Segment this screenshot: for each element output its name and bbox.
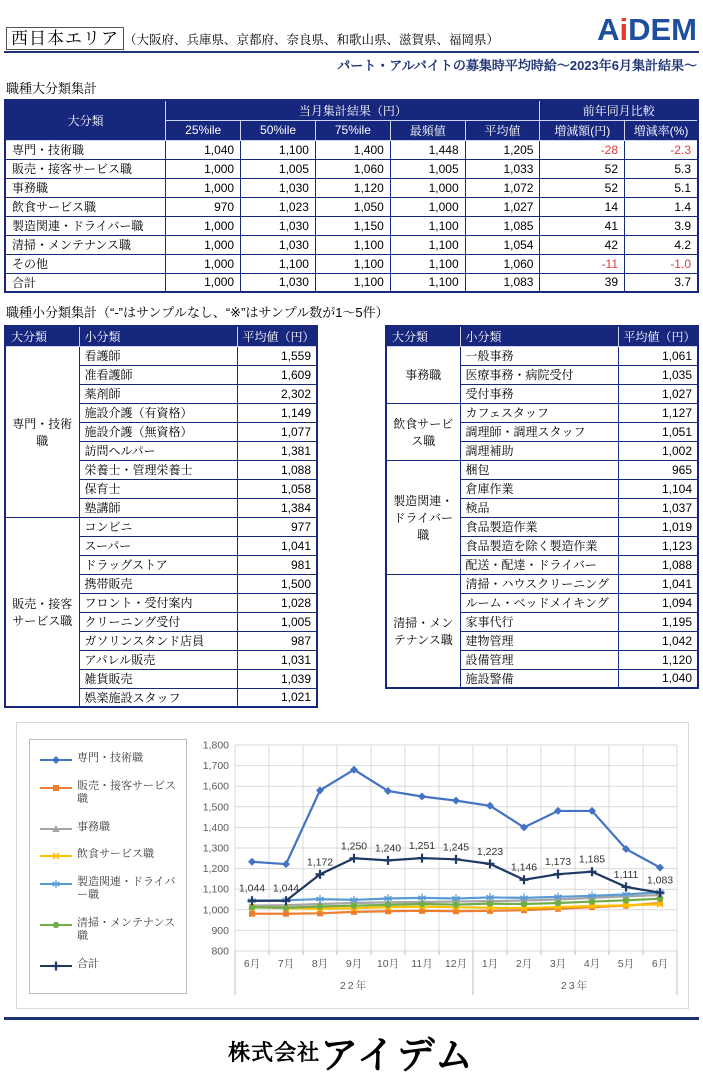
cell-value: 1,002: [618, 441, 698, 460]
footer: [4, 1020, 699, 1079]
cell-value: 1,094: [618, 593, 698, 612]
major-section-title: 職種大分類集計: [6, 81, 98, 96]
svg-text:1,146: 1,146: [510, 861, 538, 874]
cell-value: 42: [540, 235, 625, 254]
chart-legend: [29, 739, 187, 994]
report-subtitle: パート・アルバイトの募集時平均時給～2023年6月集計結果～: [337, 58, 697, 73]
table-row: [386, 574, 698, 593]
table-row: [5, 235, 698, 254]
cell-value: 1,100: [390, 216, 465, 235]
row-label: 専門・技術職: [5, 140, 166, 159]
group-label: 清掃・メンテナンス職: [386, 574, 460, 688]
row-label: 梱包: [460, 460, 618, 479]
group-label: 事務職: [386, 346, 460, 403]
logo-letter-a: A: [597, 12, 620, 47]
svg-text:7月: 7月: [277, 958, 295, 970]
legend-item: [40, 958, 178, 972]
row-label: 雑貨販売: [79, 669, 237, 688]
svg-text:5月: 5月: [617, 958, 635, 970]
column-header: 増減額(円): [540, 120, 625, 140]
legend-label: 飲食サービス職: [77, 848, 154, 860]
cell-value: 1,031: [237, 650, 317, 669]
logo-letters-dem: DEM: [628, 12, 697, 47]
group-label: 販売・接客サービス職: [5, 517, 79, 707]
row-label: 調理補助: [460, 441, 618, 460]
cell-value: 1,149: [237, 403, 317, 422]
row-label: 施設介護（無資格）: [79, 422, 237, 441]
svg-text:6月: 6月: [651, 958, 669, 970]
svg-text:10月: 10月: [376, 958, 400, 970]
cell-value: 1,000: [166, 178, 241, 197]
row-label: 訪問ヘルパー: [79, 441, 237, 460]
cell-value: 1,120: [618, 650, 698, 669]
svg-text:1,200: 1,200: [202, 863, 229, 876]
cell-value: 1,085: [465, 216, 540, 235]
legend-marker-icon: [40, 919, 72, 931]
table-row: [5, 517, 317, 536]
cell-value: 1,000: [166, 235, 241, 254]
cell-value: 1,100: [315, 273, 390, 292]
page-title: 西日本エリア: [6, 27, 124, 50]
column-header: 大分類: [386, 326, 460, 346]
svg-text:1,173: 1,173: [544, 856, 572, 869]
legend-item: [40, 821, 178, 835]
row-label: 配送・配達・ドライバー: [460, 555, 618, 574]
row-label: 合計: [5, 273, 166, 292]
cell-value: 5.1: [625, 178, 698, 197]
row-label: 設備管理: [460, 650, 618, 669]
cell-value: 1,100: [315, 235, 390, 254]
cell-value: 1,500: [237, 574, 317, 593]
minor-table-body: [386, 346, 698, 688]
table-row: [5, 254, 698, 273]
cell-value: 965: [618, 460, 698, 479]
svg-text:1,111: 1,111: [613, 868, 639, 881]
legend-label: 専門・技術職: [77, 752, 143, 764]
legend-marker-icon: [40, 878, 72, 890]
minor-section-title: 職種小分類集計（“-”はサンプルなし、“※”はサンプル数が1～5件）: [6, 305, 389, 320]
cell-value: 52: [540, 178, 625, 197]
svg-text:1,251: 1,251: [408, 840, 436, 853]
logo-letter-i: i: [619, 12, 629, 47]
svg-text:4月: 4月: [583, 958, 601, 970]
svg-text:1,400: 1,400: [202, 821, 229, 834]
svg-text:1月: 1月: [481, 958, 499, 970]
header-row: [386, 326, 698, 346]
cell-value: 1,005: [237, 612, 317, 631]
cell-value: 1,400: [315, 140, 390, 159]
cell-value: 1,030: [241, 216, 316, 235]
cell-value: 1,028: [237, 593, 317, 612]
cell-value: 1,000: [166, 216, 241, 235]
legend-marker-icon: [40, 754, 72, 766]
legend-item: [40, 917, 178, 945]
cell-value: 2,302: [237, 384, 317, 403]
cell-value: 1,150: [315, 216, 390, 235]
cell-value: 1,019: [618, 517, 698, 536]
table-row: [386, 346, 698, 365]
header-row: [5, 100, 698, 120]
svg-text:6月: 6月: [243, 958, 261, 970]
major-table-body: [5, 140, 698, 292]
row-label: 飲食サービス職: [5, 197, 166, 216]
legend-label: 製造関連・ドライバー職: [77, 875, 176, 902]
cell-value: 1,083: [465, 273, 540, 292]
header-row: [5, 326, 317, 346]
col-header-major: 大分類: [5, 100, 166, 140]
group-label: 製造関連・ドライバー職: [386, 460, 460, 574]
cell-value: 1,050: [315, 197, 390, 216]
svg-text:1,600: 1,600: [202, 780, 229, 793]
cell-value: 1,000: [166, 159, 241, 178]
cell-value: 5.3: [625, 159, 698, 178]
header: [4, 8, 699, 49]
row-label: 倉庫作業: [460, 479, 618, 498]
minor-category-table-left: [4, 325, 318, 708]
column-header: 75%ile: [315, 120, 390, 140]
svg-text:1,044: 1,044: [238, 882, 266, 895]
row-label: 施設介護（有資格）: [79, 403, 237, 422]
cell-value: 1,030: [241, 178, 316, 197]
row-label: 看護師: [79, 346, 237, 365]
cell-value: 1,100: [241, 140, 316, 159]
cell-value: 1,609: [237, 365, 317, 384]
svg-text:2月: 2月: [515, 958, 533, 970]
row-label: 事務職: [5, 178, 166, 197]
cell-value: 1,384: [237, 498, 317, 517]
aidem-logo: [597, 14, 697, 45]
chart-plot-area: [187, 735, 685, 1013]
row-label: カフェスタッフ: [460, 403, 618, 422]
cell-value: -1.0: [625, 254, 698, 273]
cell-value: 1,061: [618, 346, 698, 365]
cell-value: 1,100: [390, 235, 465, 254]
page-title-wrap: [6, 14, 499, 49]
cell-value: 1,100: [390, 254, 465, 273]
col-header-yoy: 前年同月比較: [540, 100, 698, 120]
group-label: 飲食サービス職: [386, 403, 460, 460]
cell-value: 1,381: [237, 441, 317, 460]
row-label: 検品: [460, 498, 618, 517]
svg-text:3月: 3月: [549, 958, 567, 970]
legend-item: [40, 780, 178, 808]
cell-value: 1,005: [241, 159, 316, 178]
row-label: 准看護師: [79, 365, 237, 384]
cell-value: 1,448: [390, 140, 465, 159]
table-row: [5, 216, 698, 235]
svg-text:1,000: 1,000: [202, 904, 229, 917]
legend-marker-icon: [40, 960, 72, 972]
row-label: 娯楽施設スタッフ: [79, 688, 237, 707]
wage-trend-chart: [16, 722, 689, 1009]
cell-value: 1,559: [237, 346, 317, 365]
svg-text:22年: 22年: [339, 980, 369, 992]
table-row: [5, 178, 698, 197]
cell-value: 1,040: [618, 669, 698, 688]
cell-value: 1,000: [390, 197, 465, 216]
cell-value: 1,104: [618, 479, 698, 498]
row-label: 塾講師: [79, 498, 237, 517]
row-label: 栄養士・管理栄養士: [79, 460, 237, 479]
row-label: 製造関連・ドライバー職: [5, 216, 166, 235]
minor-tables: [4, 325, 699, 708]
row-label: 建物管理: [460, 631, 618, 650]
cell-value: 1,072: [465, 178, 540, 197]
cell-value: 1,021: [237, 688, 317, 707]
column-header: 最頻値: [390, 120, 465, 140]
svg-text:1,250: 1,250: [340, 840, 368, 853]
cell-value: -28: [540, 140, 625, 159]
minor-table-body: [5, 346, 317, 707]
svg-text:1,245: 1,245: [442, 841, 470, 854]
column-header: 平均値（円）: [618, 326, 698, 346]
cell-value: 4.2: [625, 235, 698, 254]
cell-value: 1,100: [315, 254, 390, 273]
cell-value: 1,042: [618, 631, 698, 650]
legend-item: [40, 752, 178, 766]
row-label: ドラッグストア: [79, 555, 237, 574]
row-label: 一般事務: [460, 346, 618, 365]
legend-item: [40, 876, 178, 904]
svg-text:1,700: 1,700: [202, 760, 229, 773]
legend-label: 清掃・メンテナンス職: [77, 916, 176, 943]
column-header: 増減率(%): [625, 120, 698, 140]
cell-value: 1,039: [237, 669, 317, 688]
cell-value: 1,030: [241, 235, 316, 254]
cell-value: 1,037: [618, 498, 698, 517]
table-row: [386, 460, 698, 479]
cell-value: 1,033: [465, 159, 540, 178]
cell-value: 1,205: [465, 140, 540, 159]
table-row: [5, 346, 317, 365]
legend-label: 販売・接客サービス職: [77, 779, 176, 806]
cell-value: 1,060: [465, 254, 540, 273]
column-header: 平均値（円）: [237, 326, 317, 346]
cell-value: 1,123: [618, 536, 698, 555]
row-label: 施設警備: [460, 669, 618, 688]
svg-text:8月: 8月: [311, 958, 329, 970]
column-header: 50%ile: [241, 120, 316, 140]
row-label: 食品製造を除く製造作業: [460, 536, 618, 555]
area-prefecture-list: （大阪府、兵庫県、京都府、奈良県、和歌山県、滋賀県、福岡県）: [124, 33, 500, 47]
legend-marker-icon: [40, 850, 72, 862]
cell-value: -11: [540, 254, 625, 273]
row-label: コンビニ: [79, 517, 237, 536]
cell-value: 1,058: [237, 479, 317, 498]
column-header: 25%ile: [166, 120, 241, 140]
cell-value: 970: [166, 197, 241, 216]
cell-value: 981: [237, 555, 317, 574]
svg-text:1,800: 1,800: [202, 739, 229, 752]
cell-value: 41: [540, 216, 625, 235]
table-row: [386, 403, 698, 422]
cell-value: 977: [237, 517, 317, 536]
header-divider: [4, 51, 699, 53]
table-row: [5, 197, 698, 216]
svg-text:11月: 11月: [411, 958, 433, 970]
minor-category-table-right: [385, 325, 699, 689]
svg-text:1,240: 1,240: [374, 842, 402, 855]
row-label: 保育士: [79, 479, 237, 498]
row-label: 調理師・調理スタッフ: [460, 422, 618, 441]
cell-value: 1,041: [237, 536, 317, 555]
cell-value: 1,027: [465, 197, 540, 216]
cell-value: 1,077: [237, 422, 317, 441]
cell-value: 39: [540, 273, 625, 292]
cell-value: 3.9: [625, 216, 698, 235]
cell-value: 1,035: [618, 365, 698, 384]
group-label: 専門・技術職: [5, 346, 79, 517]
cell-value: 1,000: [166, 273, 241, 292]
cell-value: 1,060: [315, 159, 390, 178]
cell-value: 1,005: [390, 159, 465, 178]
cell-value: 1,054: [465, 235, 540, 254]
svg-text:1,172: 1,172: [306, 856, 334, 869]
row-label: 薬剤師: [79, 384, 237, 403]
column-header: 小分類: [79, 326, 237, 346]
cell-value: 1,027: [618, 384, 698, 403]
cell-value: 1,030: [241, 273, 316, 292]
column-header: 大分類: [5, 326, 79, 346]
row-label: ルーム・ベッドメイキング: [460, 593, 618, 612]
major-category-table: [4, 99, 699, 293]
svg-text:1,223: 1,223: [476, 845, 504, 858]
row-label: ガソリンスタンド店員: [79, 631, 237, 650]
cell-value: 1,100: [390, 273, 465, 292]
cell-value: 1,040: [166, 140, 241, 159]
svg-text:1,300: 1,300: [202, 842, 229, 855]
svg-text:9月: 9月: [345, 958, 363, 970]
svg-text:800: 800: [211, 945, 229, 958]
footer-company-logo: アイデム: [320, 1035, 475, 1077]
cell-value: 1,023: [241, 197, 316, 216]
row-label: 医療事務・病院受付: [460, 365, 618, 384]
row-label: フロント・受付案内: [79, 593, 237, 612]
row-label: クリーニング受付: [79, 612, 237, 631]
row-label: 食品製造作業: [460, 517, 618, 536]
row-label: その他: [5, 254, 166, 273]
cell-value: 1,088: [237, 460, 317, 479]
cell-value: 52: [540, 159, 625, 178]
svg-text:1,500: 1,500: [202, 801, 229, 814]
table-row: [5, 273, 698, 292]
svg-text:1,044: 1,044: [272, 882, 300, 895]
cell-value: 1,195: [618, 612, 698, 631]
table-row: [5, 140, 698, 159]
cell-value: -2.3: [625, 140, 698, 159]
svg-text:23年: 23年: [560, 980, 590, 992]
row-label: 受付事務: [460, 384, 618, 403]
cell-value: 14: [540, 197, 625, 216]
cell-value: 1,000: [166, 254, 241, 273]
cell-value: 1,041: [618, 574, 698, 593]
col-header-current-month: 当月集計結果（円）: [166, 100, 540, 120]
row-label: アパレル販売: [79, 650, 237, 669]
cell-value: 1,088: [618, 555, 698, 574]
svg-text:1,100: 1,100: [202, 883, 229, 896]
cell-value: 1,100: [241, 254, 316, 273]
cell-value: 1,120: [315, 178, 390, 197]
column-header: 小分類: [460, 326, 618, 346]
legend-item: [40, 848, 178, 862]
table-row: [5, 159, 698, 178]
column-header: 平均値: [465, 120, 540, 140]
svg-text:900: 900: [211, 924, 229, 937]
row-label: 販売・接客サービス職: [5, 159, 166, 178]
footer-company-text: 株式会社: [228, 1040, 321, 1065]
row-label: 清掃・メンテナンス職: [5, 235, 166, 254]
svg-text:1,083: 1,083: [646, 874, 674, 887]
row-label: 家事代行: [460, 612, 618, 631]
svg-text:1,185: 1,185: [578, 853, 606, 866]
legend-label: 事務職: [77, 820, 110, 833]
row-label: スーパー: [79, 536, 237, 555]
cell-value: 987: [237, 631, 317, 650]
legend-marker-icon: [40, 823, 72, 835]
cell-value: 1,051: [618, 422, 698, 441]
cell-value: 3.7: [625, 273, 698, 292]
row-label: 携帯販売: [79, 574, 237, 593]
svg-text:12月: 12月: [444, 958, 468, 970]
legend-label: 合計: [77, 957, 99, 970]
legend-marker-icon: [40, 782, 72, 794]
cell-value: 1,127: [618, 403, 698, 422]
cell-value: 1.4: [625, 197, 698, 216]
row-label: 清掃・ハウスクリーニング: [460, 574, 618, 593]
cell-value: 1,000: [390, 178, 465, 197]
